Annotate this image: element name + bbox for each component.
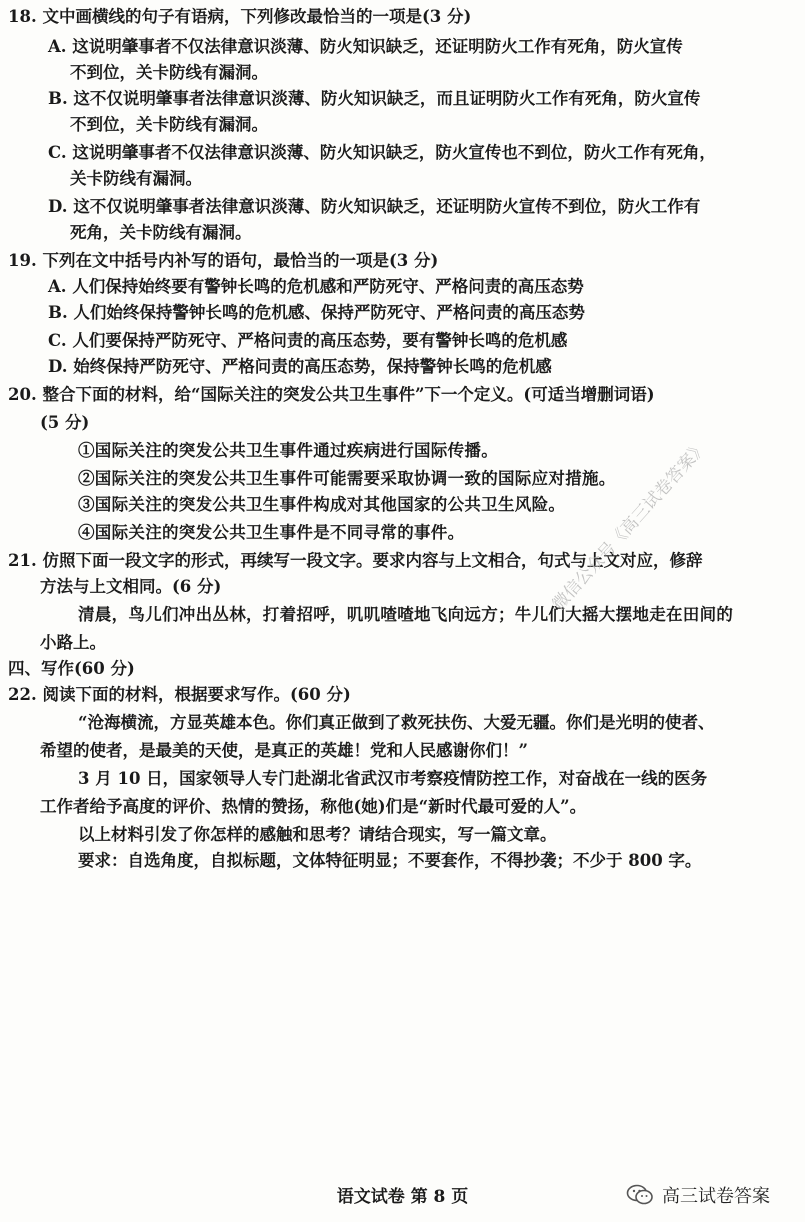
text-line: 21. 仿照下面一段文字的形式，再续写一段文字。要求内容与上文相合，句式与上文对应，修辞 [8, 551, 703, 570]
text-line: ③国际关注的突发公共卫生事件构成对其他国家的公共卫生风险。 [78, 495, 566, 514]
text-line: 清晨，鸟儿们冲出丛林，打着招呼，叽叽喳喳地飞向远方；牛儿们大摇大摆地走在田间的 [78, 605, 734, 624]
account-name: 高三试卷答案 [662, 1186, 770, 1207]
text-line: 工作者给予高度的评价、热情的赞扬，称他(她)们是“新时代最可爱的人”。 [40, 797, 587, 816]
text-line: 方法与上文相同。(6 分) [40, 577, 222, 596]
text-line: 要求：自选角度，自拟标题，文体特征明显；不要套作，不得抄袭；不少于 800 字。 [78, 851, 702, 870]
text-line: D. 这不仅说明肇事者法律意识淡薄、防火知识缺乏，还证明防火宣传不到位，防火工作有 [48, 197, 701, 216]
text-line: 22. 阅读下面的材料，根据要求写作。(60 分) [8, 685, 351, 704]
text-line: 18. 文中画横线的句子有语病，下列修改最恰当的一项是(3 分) [8, 7, 472, 26]
text-line: 以上材料引发了你怎样的感触和思考？请结合现实，写一篇文章。 [78, 825, 557, 844]
text-line: 不到位，关卡防线有漏洞。 [70, 115, 268, 134]
text-line: 四、写作(60 分) [8, 659, 135, 678]
text-line: “沧海横流，方显英雄本色。你们真正做到了救死扶伤、大爱无疆。你们是光明的使者、 [78, 713, 715, 732]
text-line: 不到位，关卡防线有漏洞。 [70, 63, 268, 82]
text-line: 小路上。 [40, 633, 106, 652]
text-line: C. 这说明肇事者不仅法律意识淡薄、防火知识缺乏，防火宣传也不到位，防火工作有死角， [48, 143, 716, 162]
watermark: 微信公众号《高三试卷答案》 [548, 437, 712, 615]
text-line: 关卡防线有漏洞。 [70, 169, 202, 188]
text-line: A. 这说明肇事者不仅法律意识淡薄、防火知识缺乏，还证明防火工作有死角，防火宣传 [48, 37, 683, 56]
text-line: ①国际关注的突发公共卫生事件通过疾病进行国际传播。 [78, 441, 498, 460]
text-line: 死角，关卡防线有漏洞。 [70, 223, 252, 242]
account-badge [626, 1180, 770, 1210]
text-line: C. 人们要保持严防死守、严格问责的高压态势，要有警钟长鸣的危机感 [48, 331, 568, 350]
text-line: 3 月 10 日，国家领导人专门赴湖北省武汉市考察疫情防控工作，对奋战在一线的医务 [78, 769, 708, 788]
text-line: ②国际关注的突发公共卫生事件可能需要采取协调一致的国际应对措施。 [78, 469, 616, 488]
text-line: ④国际关注的突发公共卫生事件是不同寻常的事件。 [78, 523, 465, 542]
text-line: 希望的使者，是最美的天使，是真正的英雄！党和人民感谢你们！” [40, 741, 528, 760]
text-line: A. 人们保持始终要有警钟长鸣的危机感和严防死守、严格问责的高压态势 [48, 277, 584, 296]
text-line: (5 分) [40, 413, 90, 432]
text-line: 20. 整合下面的材料，给“国际关注的突发公共卫生事件”下一个定义。(可适当增删词语) [8, 385, 655, 404]
text-line: D. 始终保持严防死守、严格问责的高压态势，保持警钟长鸣的危机感 [48, 357, 552, 376]
wechat-icon [626, 1183, 654, 1207]
text-line: 19. 下列在文中括号内补写的语句，最恰当的一项是(3 分) [8, 251, 439, 270]
page-footer: 语文试卷 第 8 页 [336, 1187, 469, 1207]
text-line: B. 人们始终保持警钟长鸣的危机感、保持严防死守、严格问责的高压态势 [48, 303, 585, 322]
text-line: B. 这不仅说明肇事者法律意识淡薄、防火知识缺乏，而且证明防火工作有死角，防火宣传 [48, 89, 701, 108]
